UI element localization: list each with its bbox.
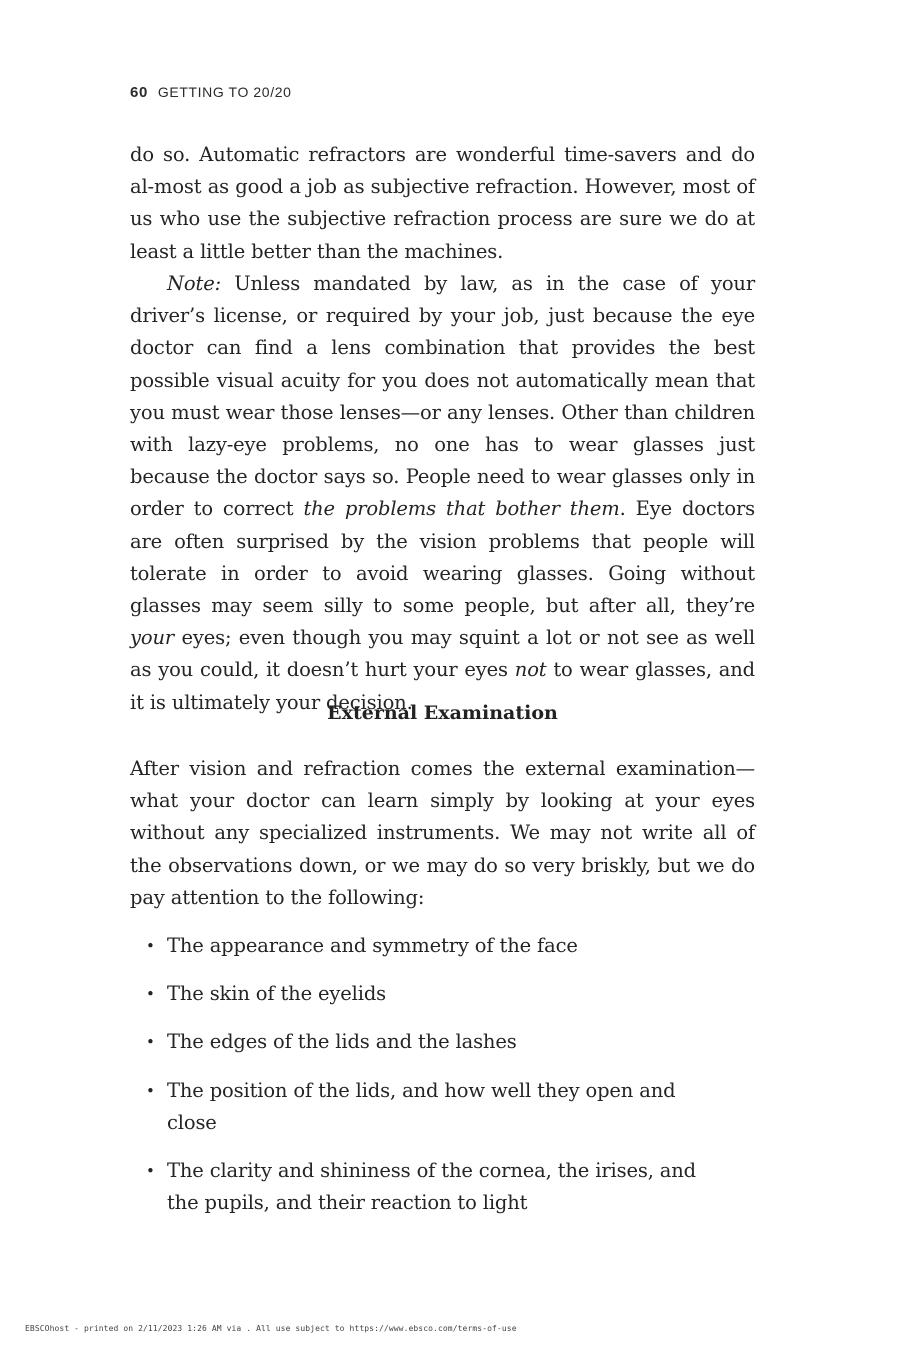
list-item-text: The edges of the lids and the lashes (167, 1030, 517, 1054)
running-title: GETTING TO 20/20 (157, 84, 292, 100)
observation-list (130, 930, 755, 1235)
note-text-b: . Eye doctors are often surprised by the vision problems that people will tolerate in order to avoid wearing glasses. Going without glasses may seem silly to some people, but after all, they’re (130, 497, 755, 618)
note-text-a: Unless mandated by law, as in the case of your driver’s license, or required by your job, just because the eye doctor can find a lens combination that provides the best possible visual acuity for you does not automatically mean that you must wear those lenses—or any lenses. Other than children with lazy-eye problems, no one has to wear glasses just because the doctor says so. People need to wear glasses only in order to correct (130, 272, 755, 521)
list-item-text: The position of the lids, and how well they open and close (167, 1078, 676, 1134)
list-item (130, 1075, 727, 1139)
list-item-text: The clarity and shininess of the cornea, the irises, and the pupils, and their reaction to light (167, 1159, 697, 1215)
list-item (130, 930, 727, 962)
note-text-c: eyes; even though you may squint a lot or not see as well as you could, it doesn’t hurt your eyes (130, 626, 755, 682)
running-head (130, 84, 291, 101)
note-emphasis-not: not (514, 658, 547, 682)
section-intro-text: After vision and refraction comes the external examination—what your doctor can learn simply by looking at your eyes without any specialized instruments. We may not write all of the observations down, or we may do so very briskly, but we do pay attention to the following: (130, 757, 755, 909)
section-intro (130, 753, 755, 914)
paragraph-continuation (130, 139, 755, 268)
bullet-icon: • (146, 937, 155, 955)
bullet-icon: • (146, 1081, 155, 1100)
note-emphasis-problems: the problems that bother them (303, 497, 620, 521)
list-item-text: The skin of the eyelids (167, 982, 387, 1006)
bullet-icon: • (146, 1162, 155, 1181)
note-paragraph-text (130, 268, 755, 719)
list-item (130, 1026, 727, 1058)
print-footer: EBSCOhost - printed on 2/11/2023 1:26 AM via . All use subject to https://www.ebsco.com/terms-of-use (25, 1324, 517, 1333)
note-emphasis-your: your (130, 626, 175, 650)
list-item (130, 1155, 727, 1219)
paragraph-text: do so. Automatic refractors are wonderful time-savers and do al-most as good a job as subjective refraction. However, most of us who use the subjective refraction process are sure we do at least a little better than the machines. (130, 143, 755, 263)
list-item (130, 978, 727, 1010)
section-heading: External Examination (327, 702, 558, 724)
note-text-d: to wear glasses, and it is ultimately your decision. (130, 658, 755, 714)
bullet-icon: • (146, 1033, 155, 1052)
list-item-text: The appearance and symmetry of the face (167, 934, 578, 957)
note-label: Note: (167, 272, 221, 295)
page-number: 60 (130, 84, 148, 101)
bullet-icon: • (146, 985, 155, 1004)
paragraph-note (130, 268, 755, 719)
